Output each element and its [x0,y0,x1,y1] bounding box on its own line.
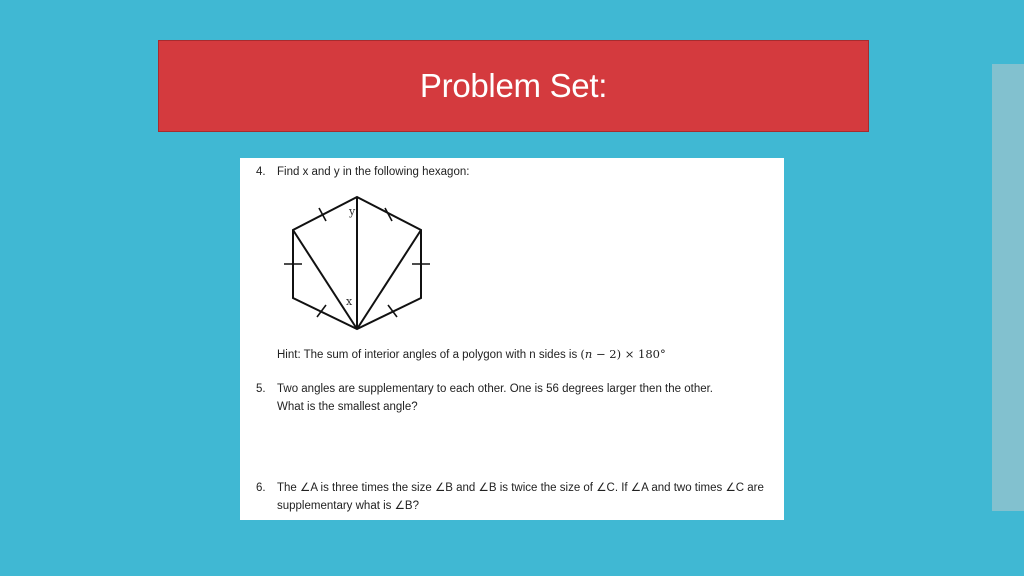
problem-5-line1: Two angles are supplementary to each other. One is 56 degrees larger then the other. [277,383,713,395]
hint-formula: − 2) × 180° [592,347,666,361]
problem-5-number: 5. [256,383,266,395]
problem-6-line2: supplementary what is ∠B? [277,500,419,512]
problem-sheet [240,158,784,520]
label-y: y [349,205,356,218]
hint-open-paren: ( [580,347,585,361]
problem-4-number: 4. [256,166,266,178]
hint-n: n [584,347,593,361]
problem-6-number: 6. [256,482,266,494]
problem-5-line2: What is the smallest angle? [277,401,418,413]
slide-title: Problem Set: [419,67,608,104]
problem-6-line1: The ∠A is three times the size ∠B and ∠B is twice the size of ∠C. If ∠A and two times ∠C are [277,482,764,494]
side-strip [992,64,1024,511]
hexagon-figure [240,158,784,358]
label-x: x [346,295,353,308]
hint-prefix: Hint: The sum of interior angles of a polygon with n sides is [277,349,581,361]
problem-4-text: Find x and y in the following hexagon: [277,166,470,178]
title-bar [158,40,869,132]
problem-4-hint [277,346,666,364]
